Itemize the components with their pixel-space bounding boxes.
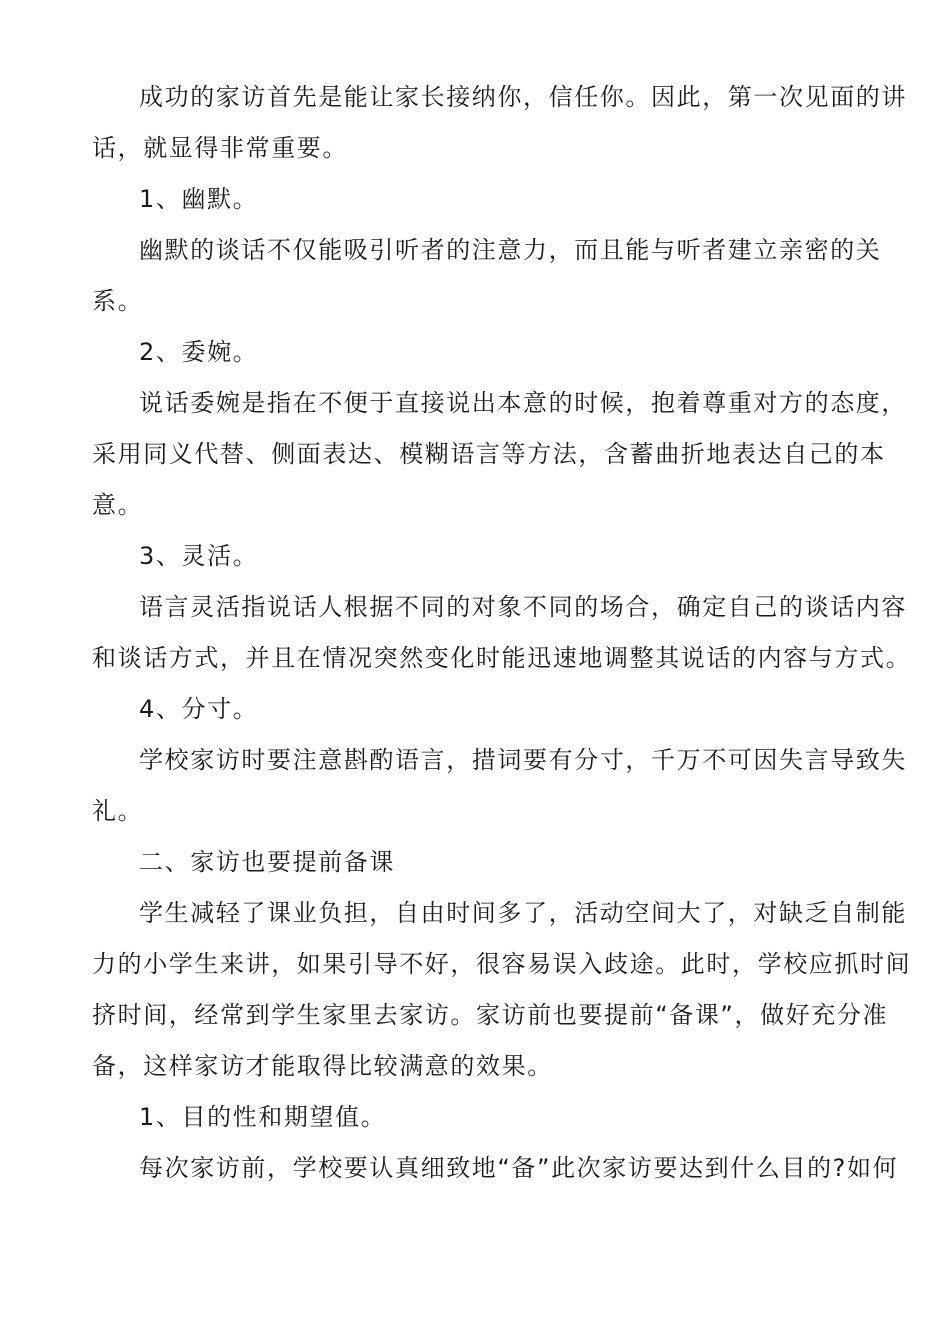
paragraph-line: 说话委婉是指在不便于直接说出本意的时候，抱着尊重对方的态度， (139, 389, 907, 417)
paragraph-line: 学生减轻了课业负担，自由时间多了，活动空间大了，对缺乏自制能 (139, 899, 907, 927)
section-heading: 2、委婉。 (139, 338, 259, 366)
paragraph-line: 幽默的谈话不仅能吸引听者的注意力，而且能与听者建立亲密的关 (139, 236, 882, 264)
paragraph-line: 成功的家访首先是能让家长接纳你，信任你。因此，第一次见面的讲 (139, 83, 907, 111)
paragraph-line: 语言灵活指说话人根据不同的对象不同的场合，确定自己的谈话内容 (139, 593, 907, 621)
section-heading: 二、家访也要提前备课 (139, 848, 395, 876)
paragraph-line: 学校家访时要注意斟酌语言，措词要有分寸，千万不可因失言导致失 (139, 746, 907, 774)
paragraph-line: 力的小学生来讲，如果引导不好，很容易误入歧途。此时，学校应抓时间 (92, 950, 912, 978)
paragraph-line: 备，这样家访才能取得比较满意的效果。 (92, 1052, 553, 1080)
paragraph-line: 和谈话方式，并且在情况突然变化时能迅速地调整其说话的内容与方式。 (92, 644, 912, 672)
paragraph-line: 系。 (92, 287, 144, 315)
paragraph-line: 挤时间，经常到学生家里去家访。家访前也要提前“备课”，做好充分准 (92, 1001, 889, 1029)
paragraph-line: 每次家访前，学校要认真细致地“备”此次家访要达到什么目的?如何 (139, 1154, 899, 1182)
section-heading: 4、分寸。 (139, 695, 259, 723)
section-heading: 3、灵活。 (139, 542, 259, 570)
section-heading: 1、目的性和期望值。 (139, 1103, 387, 1131)
paragraph-line: 采用同义代替、侧面表达、模糊语言等方法，含蓄曲折地表达自己的本 (92, 440, 886, 468)
section-heading: 1、幽默。 (139, 185, 259, 213)
paragraph-line: 礼。 (92, 797, 144, 825)
paragraph-line: 意。 (92, 491, 144, 519)
paragraph-line: 话，就显得非常重要。 (92, 134, 348, 162)
